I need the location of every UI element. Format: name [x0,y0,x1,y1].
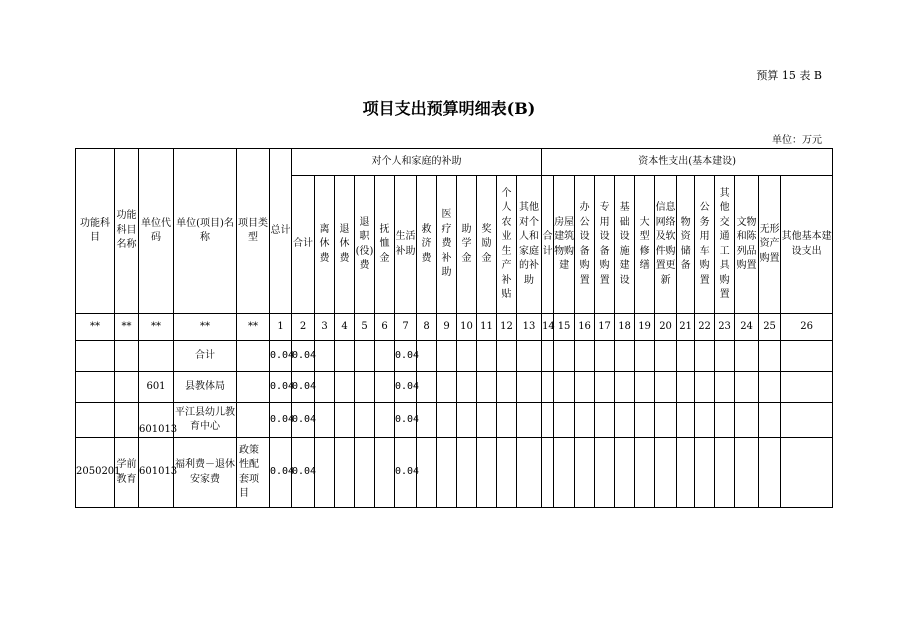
header-capital-col: 其他交通工具购置 [715,176,735,314]
index-cell: 11 [477,314,497,341]
cell-project-type: 政策性配套项目 [237,438,270,508]
index-cell: ** [237,314,270,341]
index-cell: 14 [542,314,554,341]
index-cell: 2 [292,314,315,341]
index-cell: 7 [395,314,417,341]
index-cell: 20 [655,314,677,341]
header-personal-col: 助学金 [457,176,477,314]
header-capital-col: 物资储备 [677,176,695,314]
header-personal-col: 医疗费补助 [437,176,457,314]
header-unit-code: 单位代码 [139,149,174,314]
header-personal-col: 合计 [292,176,315,314]
form-number: 预算 15 表 B [756,69,822,82]
index-cell: 25 [759,314,781,341]
index-cell: 23 [715,314,735,341]
index-cell: 21 [677,314,695,341]
cell-total: 0.04 [270,438,292,508]
header-personal-col: 个人农业生产补贴 [497,176,517,314]
table-row [76,403,833,438]
index-cell: 24 [735,314,759,341]
header-capital-col: 合计 [542,176,554,314]
header-capital-col: 公务用车购置 [695,176,715,314]
cell-living-subsidy: 0.04 [395,438,417,508]
index-cell: 4 [335,314,355,341]
cell-unit-code [139,341,174,372]
header-func-code: 功能科目 [76,149,115,314]
index-cell: 10 [457,314,477,341]
cell-living-subsidy: 0.04 [395,403,417,438]
header-capital-col: 基础设施建设 [615,176,635,314]
header-personal-col: 其他对个人和家庭的补助 [517,176,542,314]
cell-total: 0.04 [270,372,292,403]
index-cell: ** [115,314,139,341]
index-cell: 8 [417,314,437,341]
header-capital-col: 大型修缮 [635,176,655,314]
cell-unit-code: 601013 [139,438,174,508]
cell-func-name [115,403,139,438]
cell-personal-total: 0.04 [292,341,315,372]
index-cell: 3 [315,314,335,341]
cell-personal-total: 0.04 [292,438,315,508]
cell-unit-name: 合计 [174,341,237,372]
index-cell: 13 [517,314,542,341]
index-cell: 1 [270,314,292,341]
index-cell: ** [139,314,174,341]
cell-unit-name: 福利费－退休安家费 [174,438,237,508]
cell-project-type [237,341,270,372]
unit-label: 单位：万元 [772,135,822,146]
header-personal-col: 退职(役)费 [355,176,375,314]
index-cell: 22 [695,314,715,341]
index-cell: ** [76,314,115,341]
header-capital-col: 专用设备购置 [595,176,615,314]
table-row [76,372,833,403]
index-cell: ** [174,314,237,341]
index-cell: 19 [635,314,655,341]
header-personal-col: 生活补助 [395,176,417,314]
header-group-personal: 对个人和家庭的补助 [292,149,542,176]
cell-living-subsidy: 0.04 [395,341,417,372]
cell-personal-total: 0.04 [292,403,315,438]
header-total: 总计 [270,149,292,314]
cell-project-type [237,372,270,403]
cell-personal-total: 0.04 [292,372,315,403]
header-personal-col: 离休费 [315,176,335,314]
cell-total: 0.04 [270,341,292,372]
header-personal-col: 救济费 [417,176,437,314]
index-cell: 5 [355,314,375,341]
budget-table [75,148,833,508]
header-row-groups [76,149,833,176]
cell-project-type [237,403,270,438]
cell-func-name [115,341,139,372]
cell-unit-code: 601 [139,372,174,403]
header-capital-col: 文物和陈列品购置 [735,176,759,314]
cell-func-name: 学前教育 [115,438,139,508]
index-cell: 16 [575,314,595,341]
index-cell: 18 [615,314,635,341]
cell-func-name [115,372,139,403]
header-func-name: 功能科目名称 [115,149,139,314]
header-capital-col: 房屋建筑物购建 [554,176,575,314]
index-cell: 9 [437,314,457,341]
header-group-capital: 资本性支出(基本建设) [542,149,833,176]
table-row [76,341,833,372]
cell-unit-code: 601013 [139,403,174,438]
cell-unit-name: 县教体局 [174,372,237,403]
cell-func-code [76,372,115,403]
index-cell: 6 [375,314,395,341]
index-cell: 26 [781,314,833,341]
index-cell: 17 [595,314,615,341]
cell-living-subsidy: 0.04 [395,372,417,403]
index-row [76,314,833,341]
cell-total: 0.04 [270,403,292,438]
page-title: 项目支出预算明细表(B) [362,99,536,118]
header-capital-col: 信息网络及软件购置更新 [655,176,677,314]
header-capital-col: 办公设备购置 [575,176,595,314]
index-cell: 12 [497,314,517,341]
index-cell: 15 [554,314,575,341]
cell-unit-name: 平江县幼儿教育中心 [174,403,237,438]
header-personal-col: 抚恤金 [375,176,395,314]
cell-func-code: 2050201 [76,438,115,508]
cell-func-code [76,341,115,372]
header-unit-name: 单位(项目)名称 [174,149,237,314]
header-project-type: 项目类型 [237,149,270,314]
header-capital-col: 无形资产购置 [759,176,781,314]
table-row [76,438,833,508]
header-personal-col: 奖励金 [477,176,497,314]
header-capital-col: 其他基本建设支出 [781,176,833,314]
cell-func-code [76,403,115,438]
header-personal-col: 退休费 [335,176,355,314]
